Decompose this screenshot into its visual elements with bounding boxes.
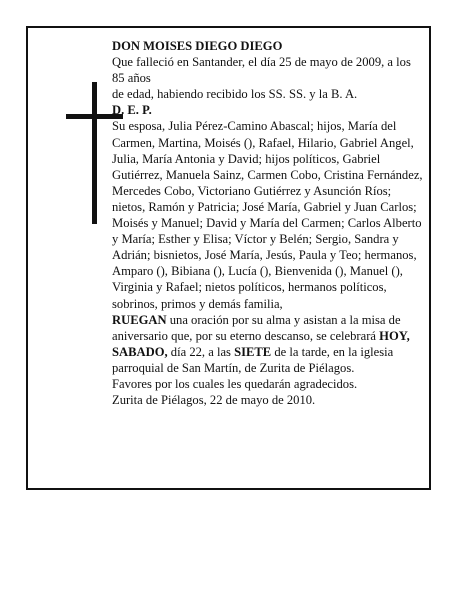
death-statement: Que falleció en Santander, el día 25 de mayo de 2009, a los 85 años xyxy=(112,55,411,86)
deceased-name: DON MOISES DIEGO DIEGO xyxy=(112,39,283,53)
thanks-line: Favores por los cuales les quedarán agradecidos. xyxy=(112,376,358,391)
mass-request xyxy=(112,312,423,376)
day-text: día 22, a las xyxy=(167,344,235,359)
cross-icon-vertical-bar xyxy=(92,82,97,224)
sacraments-statement: de edad, habiendo recibido los SS. SS. y la B. A. xyxy=(112,87,358,102)
seven-label: SIETE xyxy=(234,344,272,359)
family-list: Su esposa, Julia Pérez-Camino Abascal; hijos, María del Carmen, Martina, Moisés (), Rafael, Hilario, Gabriel Angel, Julia, María Antonia y David; hijos políticos, Gabriel Gutiérrez, Manuela Sainz, Carmen Cobo, Cristina Fernández, Mercedes Cobo, Victoriano Gutiérrez y Asunción Ríos; nietos, Ramón y Patricia; José María, Gabriel y Juan Carlos; Moisés y Manuel; David y María del Carmen; Carlos Alberto y María; Esther y Elisa; Víctor y Belén; Sergio, Sandra y Adrián; bisnietos, José María, Jesús, Paula y Teo; hermanos, Amparo (), Bibiana (), Lucía (), Bienvenida (), Manuel (), Virginia y Rafael; nietos políticos, hermanos políticos, sobrinos, primos y demás familia, xyxy=(112,119,423,311)
request-text: una oración por su alma y asistan a la misa de aniversario que, por su eterno descanso, se celebrará xyxy=(112,312,401,343)
today-saturday-label: HOY, SABADO, xyxy=(112,328,410,359)
ruegan-label: RUEGAN xyxy=(112,312,167,327)
place-text: de la tarde, en la iglesia parroquial de San Martín, de Zurita de Piélagos. xyxy=(112,344,394,375)
rest-in-peace: D. E. P. xyxy=(112,103,152,118)
date-place-line: Zurita de Piélagos, 22 de mayo de 2010. xyxy=(112,393,316,408)
notice-text xyxy=(112,38,423,408)
